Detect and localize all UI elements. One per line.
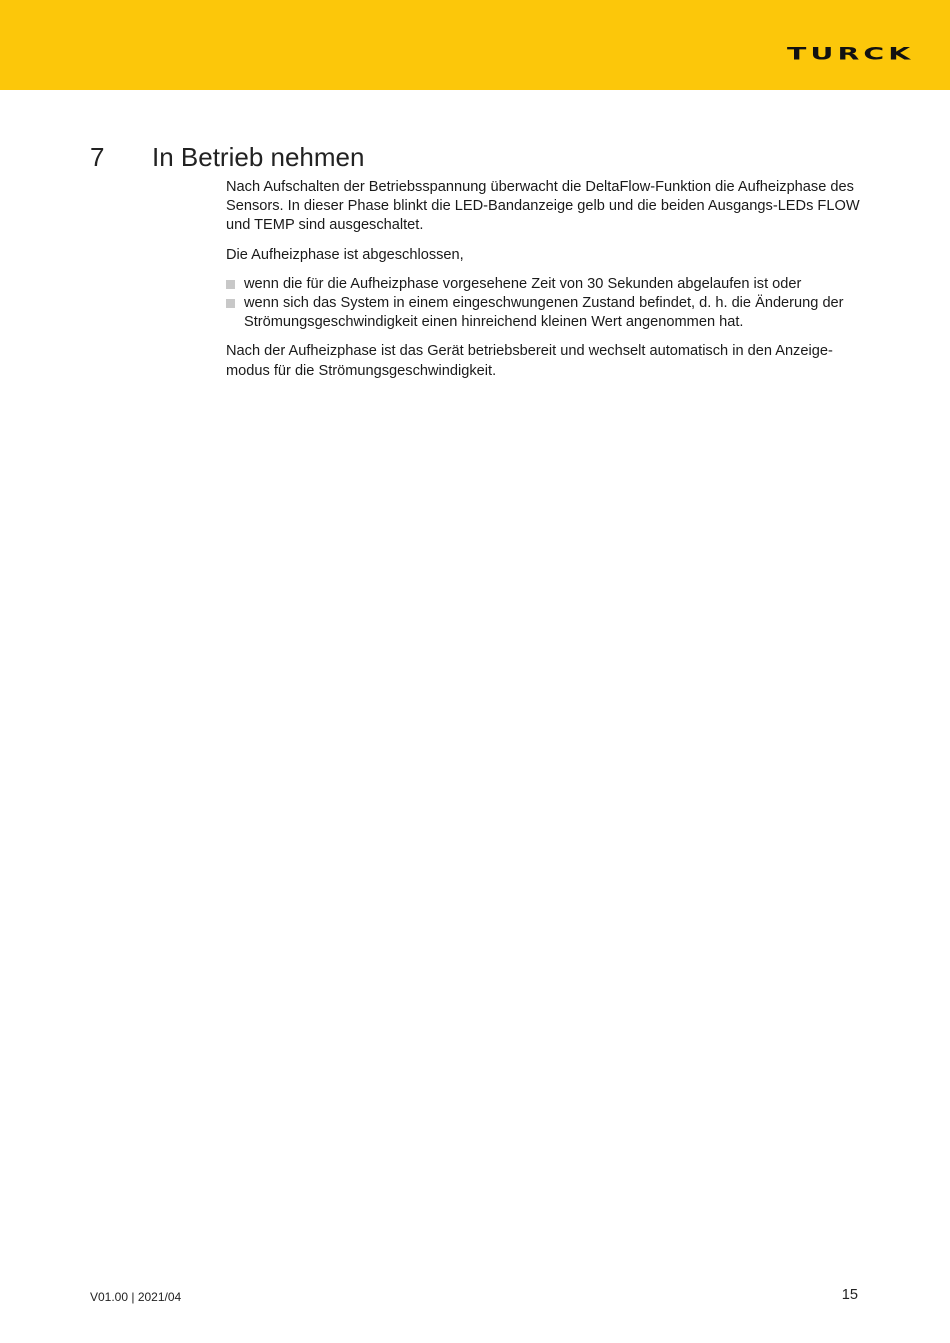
chapter-number: 7	[90, 142, 105, 172]
list-item	[226, 294, 866, 332]
closing-paragraph: Nach der Aufheizphase ist das Gerät betriebsbereit und wechselt automatisch in den Anzeige- modus für die Strömungsgeschwindigkeit.	[226, 343, 833, 379]
page-number: 15	[841, 1287, 858, 1303]
header-band	[0, 0, 950, 90]
intro-paragraph: Nach Aufschalten der Betriebsspannung überwacht die DeltaFlow-Funktion die Aufheizphase des Sensors. In dieser Phase blinkt die LED-Bandanzeige gelb und die beiden Ausgangs-LEDs FLOW und TEMP sind ausgeschaltet.	[226, 179, 860, 234]
list-intro-paragraph: Die Aufheizphase ist abgeschlossen,	[226, 246, 464, 263]
footer-version: V01.00 | 2021/04	[90, 1290, 182, 1304]
square-bullet-icon	[226, 299, 235, 308]
list-item	[226, 275, 866, 294]
list-item-text: wenn die für die Aufheizphase vorgesehene Zeit von 30 Sekunden abgelaufen ist oder	[244, 275, 802, 292]
list-item-text: wenn sich das System in einem eingeschwungenen Zustand befindet, d. h. die Änderung der Strömungsgeschwindigkeit einen hinreichend kleinen Wert angenommen hat.	[244, 295, 844, 331]
body-content	[226, 178, 866, 391]
turck-logo: TURCK	[786, 44, 914, 64]
condition-list	[226, 275, 866, 333]
chapter-title: In Betrieb nehmen	[152, 142, 365, 172]
square-bullet-icon	[226, 280, 235, 289]
